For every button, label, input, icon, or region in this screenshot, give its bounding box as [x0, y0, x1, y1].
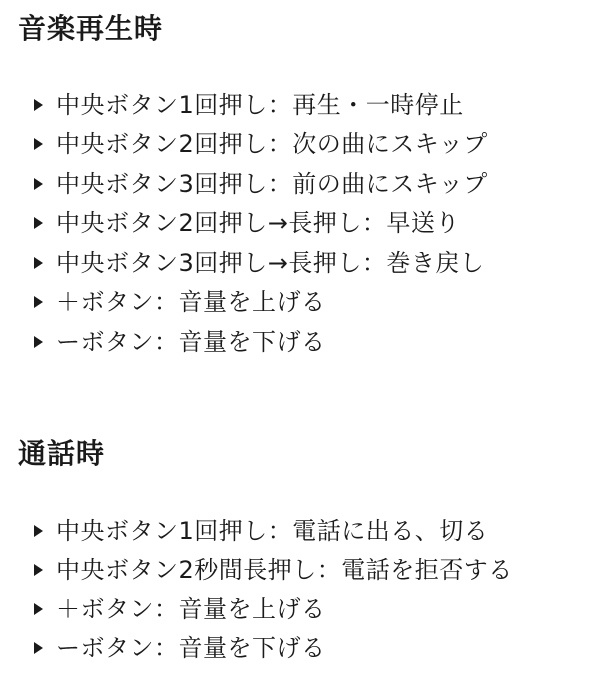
list-item	[34, 514, 488, 548]
triangle-bullet-icon	[34, 99, 43, 111]
list-item-text: 中央ボタン3回押し：前の曲にスキップ	[56, 170, 488, 198]
list-item-text: 中央ボタン1回押し：再生・一時停止	[56, 91, 464, 119]
list-item	[34, 206, 460, 240]
list-item-text: ＋ボタン：音量を上げる	[56, 595, 326, 623]
triangle-bullet-icon	[34, 296, 43, 308]
list-item	[34, 246, 484, 280]
list-item	[34, 553, 513, 587]
list-item-text: 中央ボタン3回押し→長押し：巻き戻し	[56, 249, 485, 277]
list-item-text: ＋ボタン：音量を上げる	[56, 288, 326, 316]
list-item	[34, 88, 464, 122]
list-item	[34, 127, 488, 161]
list-item-text: 中央ボタン1回押し：電話に出る、切る	[56, 517, 489, 545]
triangle-bullet-icon	[34, 642, 43, 654]
triangle-bullet-icon	[34, 217, 43, 229]
triangle-bullet-icon	[34, 336, 43, 348]
list-item	[34, 592, 326, 626]
list-item-text: 中央ボタン2秒間長押し：電話を拒否する	[56, 556, 513, 584]
triangle-bullet-icon	[34, 257, 43, 269]
triangle-bullet-icon	[34, 138, 43, 150]
list-item-text: 中央ボタン2回押し：次の曲にスキップ	[56, 130, 488, 158]
list-item-text: 中央ボタン2回押し→長押し：早送り	[56, 209, 460, 237]
list-item	[34, 325, 326, 359]
triangle-bullet-icon	[34, 564, 43, 576]
list-item	[34, 285, 326, 319]
triangle-bullet-icon	[34, 525, 43, 537]
list-item-text: ーボタン：音量を下げる	[56, 634, 326, 662]
music-heading: 音楽再生時	[18, 12, 164, 45]
list-item	[34, 167, 488, 201]
triangle-bullet-icon	[34, 603, 43, 615]
list-item	[34, 631, 326, 665]
call-heading: 通話時	[18, 437, 106, 470]
list-item-text: ーボタン：音量を下げる	[56, 328, 326, 356]
triangle-bullet-icon	[34, 178, 43, 190]
